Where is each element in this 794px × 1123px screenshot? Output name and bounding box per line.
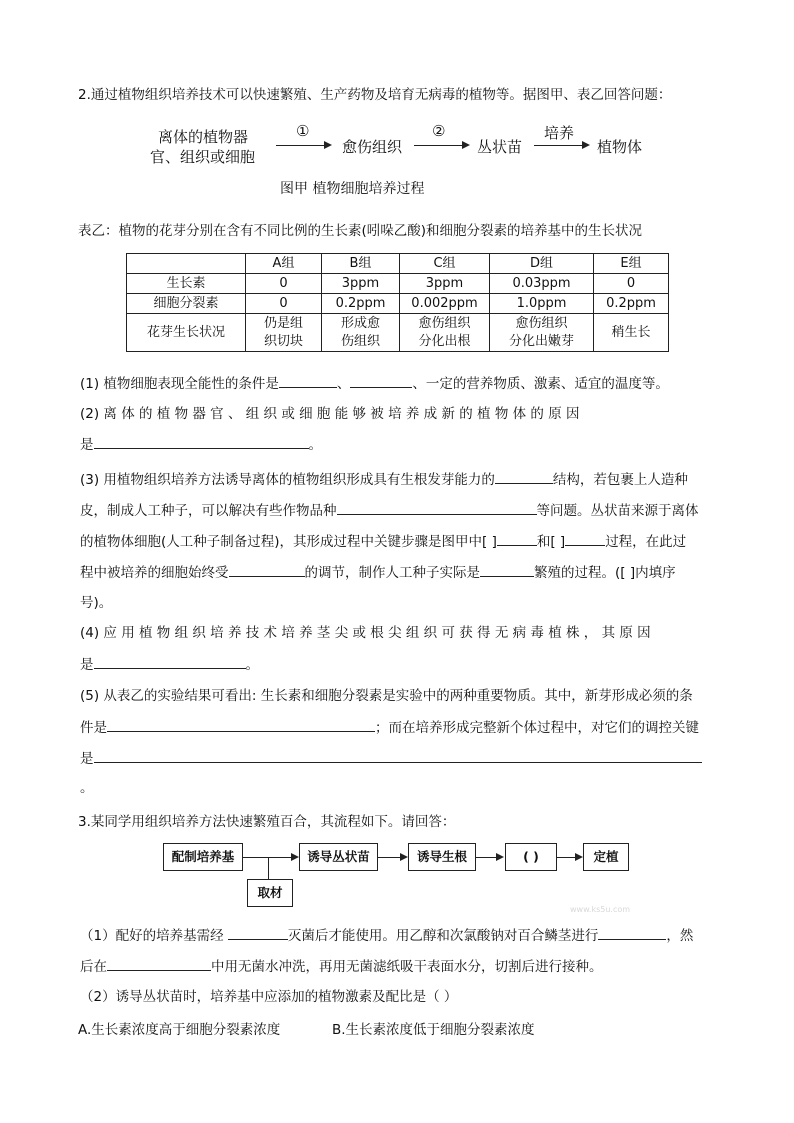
- cell-line: 伤组织: [340, 333, 380, 349]
- text: 结构，若包裹上人造种: [552, 472, 688, 488]
- text: 。: [308, 437, 322, 453]
- cell-line: 形成愈: [340, 315, 380, 331]
- arrow-1: [276, 145, 326, 146]
- text: ，然: [666, 928, 694, 944]
- q2-part5-line1: (5) 从表乙的实验结果可看出: 生长素和细胞分裂素是实验中的两种重要物质。其中，新芽形成必须的条: [80, 688, 693, 704]
- q2-part4-line2: [80, 654, 720, 675]
- q2-part3-line1: [80, 469, 720, 490]
- text: ；而在培养形成完整新个体过程中，对它们的调控关键: [375, 720, 699, 736]
- q2-part1: [80, 373, 720, 394]
- q3-part1-line1: [80, 925, 720, 946]
- growth-table: [126, 253, 669, 352]
- table-cell: 0.002ppm: [400, 294, 490, 314]
- cell-line: 愈伤组织: [418, 315, 471, 331]
- answer-blank[interactable]: [497, 531, 537, 546]
- table-cell: 0: [246, 274, 322, 294]
- text: 的调节，制作人工种子实际是: [304, 565, 480, 581]
- table-intro: 表乙：植物的花芽分别在含有不同比例的生长素(吲哚乙酸)和细胞分裂素的培养基中的生长状况: [78, 223, 643, 239]
- q2-part2-line2: [80, 434, 720, 455]
- text: (1) 植物细胞表现全能性的条件是: [80, 376, 279, 392]
- option-a[interactable]: A.生长素浓度高于细胞分裂素浓度: [78, 1022, 281, 1038]
- answer-blank[interactable]: [107, 956, 211, 971]
- answer-blank[interactable]: [228, 925, 288, 940]
- table-row: [127, 294, 669, 314]
- text: (3) 用植物组织培养方法诱导离体的植物组织形成具有生根发芽能力的: [80, 472, 495, 488]
- cell-line: 分化出根: [418, 333, 471, 349]
- table-cell: 0.03ppm: [490, 274, 594, 294]
- table-cell: 0.2ppm: [322, 294, 400, 314]
- q2-part5-line2: [80, 717, 720, 738]
- text: 件是: [80, 720, 107, 736]
- cell-line: 分化出嫩芽: [508, 333, 574, 349]
- cell-line: 织切块: [263, 333, 303, 349]
- flow-connector: [268, 857, 269, 881]
- q2-part5-line3: [80, 748, 720, 769]
- option-b[interactable]: B.生长素浓度低于细胞分裂素浓度: [332, 1022, 535, 1038]
- answer-blank[interactable]: [565, 531, 605, 546]
- text: 和[ ]: [536, 534, 566, 550]
- q2-part3-line4: [80, 562, 720, 583]
- q2-part3-line5: 号)。: [80, 595, 113, 611]
- q2-part4-line1: (4) 应 用 植 物 组 织 培 养 技 术 培 养 茎 尖 或 根 尖 组 织 可 获 得 无 病 毒 植 株 ， 其 原 因: [80, 625, 651, 641]
- flow-arrow-head: [291, 853, 299, 861]
- answer-blank[interactable]: [598, 925, 666, 940]
- arrow-1-head: [324, 141, 332, 149]
- answer-blank[interactable]: [495, 469, 553, 484]
- flow-arrow-head: [496, 853, 504, 861]
- table-row: [127, 314, 669, 352]
- answer-blank[interactable]: [279, 373, 337, 388]
- cell-line: 稍生长: [611, 324, 651, 340]
- table-header-empty: [127, 254, 246, 274]
- table-cell: 花芽生长状况: [127, 314, 246, 352]
- q2-part3-line2: [80, 500, 720, 521]
- text: 中用无菌水冲洗，再用无菌滤纸吸干表面水分，切割后进行接种。: [211, 959, 603, 975]
- text: 皮，制成人工种子，可以解决有些作物品种: [80, 503, 337, 519]
- table-header-d: D组: [490, 254, 594, 274]
- answer-blank[interactable]: [94, 654, 246, 669]
- answer-blank[interactable]: [480, 562, 534, 577]
- table-cell: [594, 314, 669, 352]
- table-cell: [400, 314, 490, 352]
- q3-intro: 3.某同学用组织培养方法快速繁殖百合，其流程如下。请回答：: [78, 814, 456, 830]
- text: 是: [80, 437, 94, 453]
- text: 是: [80, 751, 94, 767]
- watermark: www.ks5u.com: [570, 905, 631, 914]
- table-header-c: C组: [400, 254, 490, 274]
- q2-part2-line1: (2) 离 体 的 植 物 器 官 、 组 织 或 细 胞 能 够 被 培 养 成 新 的 植 物 体 的 原 因: [80, 406, 580, 422]
- flow-box-transplant: 定植: [583, 843, 629, 871]
- answer-blank[interactable]: [337, 500, 537, 515]
- table-cell: 0.2ppm: [594, 294, 669, 314]
- text: （1）配好的培养基需经: [80, 928, 228, 944]
- table-cell: 细胞分裂素: [127, 294, 246, 314]
- flow-arrow: [476, 857, 498, 858]
- cell-line: 仍是组: [263, 315, 303, 331]
- text: 过程，在此过: [605, 534, 687, 550]
- q2-intro: 2.通过植物组织培养技术可以快速繁殖、生产药物及培育无病毒的植物等。据图甲、表乙回答问题：: [78, 87, 672, 103]
- answer-blank[interactable]: [107, 717, 375, 732]
- table-cell: [322, 314, 400, 352]
- text: 程中被培养的细胞始终受: [80, 565, 229, 581]
- step2-label: ②: [432, 122, 446, 140]
- flow-box-induce-seedling: 诱导丛状苗: [299, 843, 378, 871]
- flow-box-prepare-medium: 配制培养基: [163, 843, 243, 871]
- cell-line: 愈伤组织: [515, 315, 568, 331]
- answer-blank[interactable]: [94, 434, 309, 449]
- text: 、一定的营养物质、激素、适宜的温度等。: [412, 376, 669, 392]
- table-header-a: A组: [246, 254, 322, 274]
- flow-arrow-head: [400, 853, 408, 861]
- flow-box-induce-root: 诱导生根: [408, 843, 476, 871]
- flow-box-sampling: 取材: [247, 879, 293, 907]
- table-header-b: B组: [322, 254, 400, 274]
- culture-label: 培养: [544, 124, 575, 142]
- flow-arrow-head: [575, 853, 583, 861]
- arrow-3-head: [582, 141, 590, 149]
- diagram-source-line1: 离体的植物器: [158, 128, 249, 146]
- table-cell: 生长素: [127, 274, 246, 294]
- q3-part1-line2: [80, 956, 720, 977]
- step1-label: ①: [296, 122, 310, 140]
- text: 灭菌后才能使用。用乙醇和次氯酸钠对百合鳞茎进行: [287, 928, 599, 944]
- arrow-3: [534, 145, 584, 146]
- table-cell: [246, 314, 322, 352]
- table-cell: [490, 314, 594, 352]
- diagram-seedling: 丛状苗: [477, 138, 523, 156]
- q2-part5-line4: 。: [80, 780, 94, 796]
- table-header-e: E组: [594, 254, 669, 274]
- q3-part2-question: （2）诱导丛状苗时，培养基中应添加的植物激素及配比是（ ）: [80, 989, 458, 1005]
- answer-blank[interactable]: [94, 748, 702, 763]
- table-row: [127, 274, 669, 294]
- text: 的植物体细胞(人工种子制备过程)，其形成过程中关键步骤是图甲中[ ]: [80, 534, 497, 550]
- table-cell: 3ppm: [400, 274, 490, 294]
- answer-blank[interactable]: [229, 562, 305, 577]
- table-cell: 1.0ppm: [490, 294, 594, 314]
- flow-arrow: [557, 857, 577, 858]
- table-cell: 0: [246, 294, 322, 314]
- flow-arrow: [378, 857, 402, 858]
- figure-caption: 图甲 植物细胞培养过程: [280, 181, 425, 197]
- table-cell: 3ppm: [322, 274, 400, 294]
- diagram-plant: 植物体: [597, 138, 643, 156]
- q2-part3-line3: [80, 531, 720, 552]
- text: 繁殖的过程。([ ]内填序: [534, 565, 676, 581]
- text: 。: [245, 657, 259, 673]
- text: 后在: [80, 959, 107, 975]
- text: 是: [80, 657, 94, 673]
- diagram-source-line2: 官、组织或细胞: [150, 148, 256, 166]
- answer-blank[interactable]: [350, 373, 412, 388]
- table-cell: 0: [594, 274, 669, 294]
- text: 、: [336, 376, 351, 392]
- text: 等问题。丛状苗来源于离体: [536, 503, 699, 519]
- arrow-2-head: [462, 141, 470, 149]
- arrow-2: [414, 145, 464, 146]
- flow-box-blank[interactable]: ( ): [505, 843, 557, 871]
- diagram-callus: 愈伤组织: [342, 138, 403, 156]
